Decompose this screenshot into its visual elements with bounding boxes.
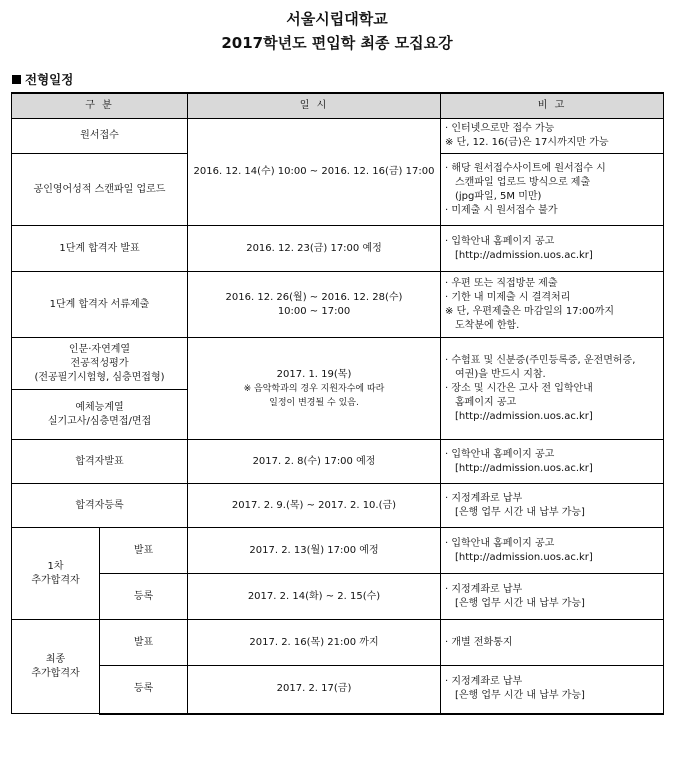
table-row: [12, 226, 664, 272]
row-notes: · 개별 전화통지: [441, 620, 664, 666]
table-row: [12, 119, 664, 154]
row-notes: · 지정계좌로 납부 [은행 업무 시간 내 납부 가능]: [441, 574, 664, 620]
row-label: 1단계 합격자 서류제출: [12, 272, 188, 338]
row-date: 2017. 2. 14(화) ~ 2. 15(수): [188, 574, 441, 620]
table-row: [12, 272, 664, 338]
row-date: 2017. 2. 16(목) 21:00 까지: [188, 620, 441, 666]
table-header-row: [12, 93, 664, 119]
group-label: 1차 추가합격자: [12, 528, 100, 620]
row-label: 원서접수: [12, 119, 188, 154]
row-sublabel: 발표: [100, 528, 188, 574]
row-notes: · 해당 원서접수사이트에 원서접수 시 스캔파일 업로드 방식으로 제출 (jpg파일, 5M 미만) · 미제출 시 원서접수 불가: [441, 154, 664, 226]
row-notes: · 입학안내 홈페이지 공고 [http://admission.uos.ac.kr]: [441, 226, 664, 272]
university-title: 서울시립대학교: [286, 10, 388, 28]
row-date: 2017. 2. 9.(목) ~ 2017. 2. 10.(금): [188, 484, 441, 528]
schedule-table: [11, 92, 664, 715]
section-heading: [12, 70, 73, 88]
square-bullet-icon: [12, 75, 21, 84]
row-date: 2017. 1. 19(목) ※ 음악학과의 경우 지원자수에 따라 일정이 변경될 수 있음.: [188, 338, 441, 440]
table-row: [12, 528, 664, 574]
table-row: [12, 440, 664, 484]
row-notes: · 지정계좌로 납부 [은행 업무 시간 내 납부 가능]: [441, 484, 664, 528]
row-label: 인문·자연계열 전공적성평가 (전공필기시험형, 심층면접형): [12, 338, 188, 390]
document-title: 2017학년도 편입학 최종 모집요강: [221, 34, 453, 52]
row-date: 2016. 12. 23(금) 17:00 예정: [188, 226, 441, 272]
table-row: [12, 484, 664, 528]
row-notes: · 지정계좌로 납부 [은행 업무 시간 내 납부 가능]: [441, 666, 664, 714]
row-date: 2016. 12. 14(수) 10:00 ~ 2016. 12. 16(금) 17:00: [188, 119, 441, 226]
row-notes: · 수험표 및 신분증(주민등록증, 운전면허증, 여권)을 반드시 지참. · 장소 및 시간은 고사 전 입학안내 홈페이지 공고 [http://admission.uos.ac.kr]: [441, 338, 664, 440]
row-notes: · 우편 또는 직접방문 제출 · 기한 내 미제출 시 결격처리 ※ 단, 우편제출은 마감일의 17:00까지 도착분에 한함.: [441, 272, 664, 338]
table-row: [12, 338, 664, 390]
table-row: [12, 574, 664, 620]
header-datetime: 일 시: [188, 93, 441, 119]
row-label: 1단계 합격자 발표: [12, 226, 188, 272]
header-remarks: 비 고: [441, 93, 664, 119]
row-sublabel: 등록: [100, 574, 188, 620]
row-sublabel: 발표: [100, 620, 188, 666]
row-notes: · 인터넷으로만 접수 가능 ※ 단, 12. 16(금)은 17시까지만 가능: [441, 119, 664, 154]
header-category: 구 분: [12, 93, 188, 119]
row-label: 합격자발표: [12, 440, 188, 484]
row-date: 2017. 2. 8(수) 17:00 예정: [188, 440, 441, 484]
row-date: 2016. 12. 26(월) ~ 2016. 12. 28(수) 10:00 ~ 17:00: [188, 272, 441, 338]
table-row: [12, 620, 664, 666]
group-label: 최종 추가합격자: [12, 620, 100, 714]
table-row: [12, 666, 664, 714]
section-label: 전형일정: [25, 72, 74, 87]
row-label: 예체능계열 실기고사/심층면접/면접: [12, 390, 188, 440]
row-label: 합격자등록: [12, 484, 188, 528]
row-date: 2017. 2. 13(월) 17:00 예정: [188, 528, 441, 574]
row-sublabel: 등록: [100, 666, 188, 714]
row-notes: · 입학안내 홈페이지 공고 [http://admission.uos.ac.kr]: [441, 440, 664, 484]
row-notes: · 입학안내 홈페이지 공고 [http://admission.uos.ac.kr]: [441, 528, 664, 574]
row-label: 공인영어성적 스캔파일 업로드: [12, 154, 188, 226]
row-date: 2017. 2. 17(금): [188, 666, 441, 714]
